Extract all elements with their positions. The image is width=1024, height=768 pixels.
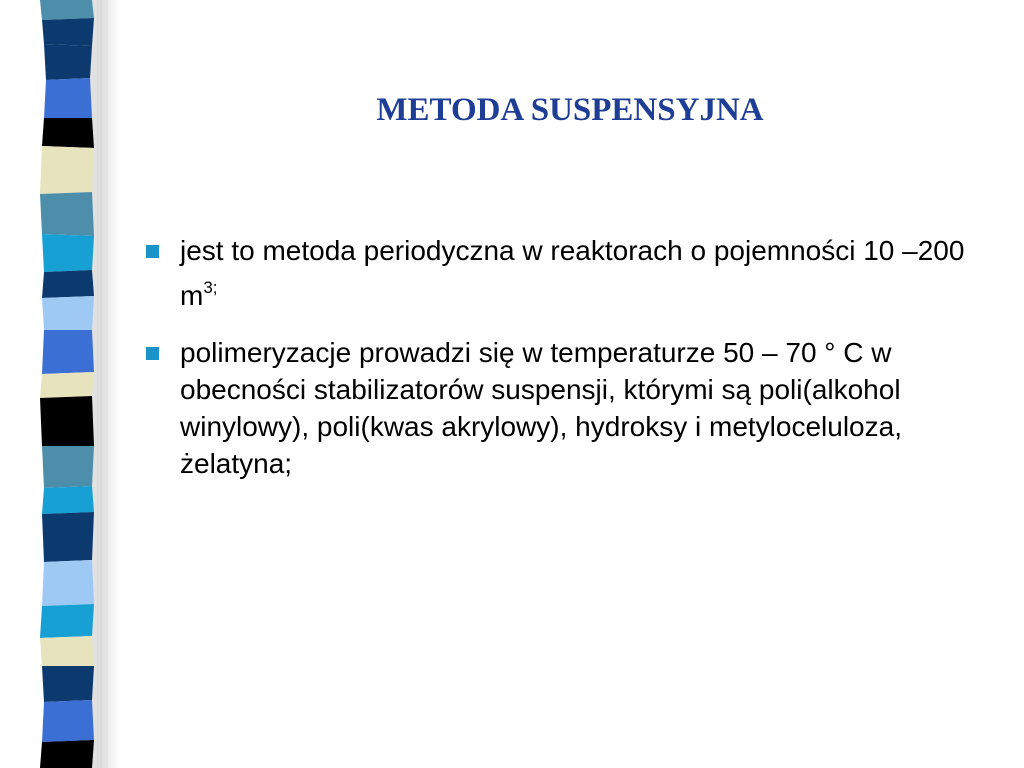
slide-title: METODA SUSPENSYJNA <box>376 92 764 128</box>
list-item <box>146 334 976 482</box>
list-item <box>146 232 976 314</box>
bullet-text: jest to metoda periodyczna w reaktorach o pojemności 10 –200 m <box>180 235 965 311</box>
bullet-text: polimeryzacje prowadzi się w temperaturze 50 – 70 ° C w obecności stabilizatorów suspensji, którymi są poli(alkohol winylowy), poli(kwas akrylowy), hydroksy i metyloceluloza, żelatyna; <box>180 337 902 479</box>
square-bullet-icon <box>146 347 159 360</box>
decorative-stripe-bar <box>0 0 120 768</box>
bullet-superscript: 3; <box>203 278 218 297</box>
bullet-list <box>146 232 976 502</box>
square-bullet-icon <box>146 245 159 258</box>
